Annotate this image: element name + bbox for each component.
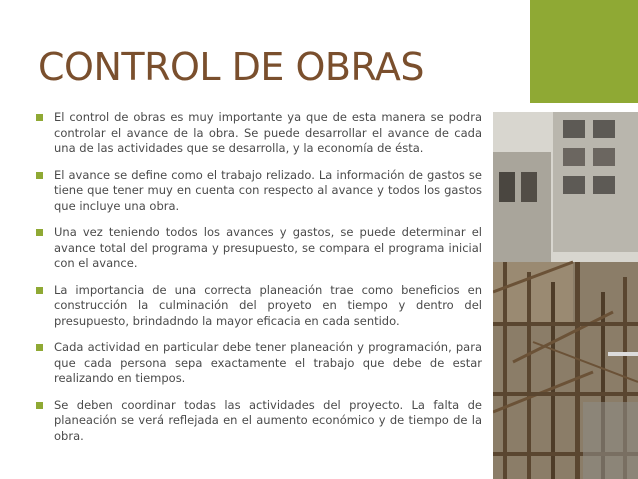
construction-site-photo xyxy=(493,112,638,479)
square-bullet-icon xyxy=(36,229,43,236)
square-bullet-icon xyxy=(36,402,43,409)
slide-title: CONTROL DE OBRAS xyxy=(38,45,424,89)
square-bullet-icon xyxy=(36,344,43,351)
bullet-item xyxy=(36,110,482,157)
bullet-item xyxy=(36,398,482,445)
bullet-list xyxy=(36,110,482,455)
bullet-text: La importancia de una correcta planeación trae como beneficios en construcción la culminación del proyeto en tiempo y dentro del presupuesto, brindadndo la mayor eficacia en cada sentido. xyxy=(54,282,482,328)
bullet-text: El control de obras es muy importante ya que de esta manera se podra controlar el avance de la obra. Se puede desarrollar el avance de cada una de las actividades que se desarrolla, y la economía de ésta. xyxy=(54,110,482,155)
bullet-item xyxy=(36,225,482,272)
bullet-item xyxy=(36,340,482,387)
bullet-text: Se deben coordinar todas las actividades del proyecto. La falta de planeación se verá reflejada en el aumento económico y de tiempo de la obra. xyxy=(54,397,482,443)
bullet-item xyxy=(36,168,482,215)
bullet-text: Una vez teniendo todos los avances y gastos, se puede determinar el avance total del programa y presupuesto, se compara el programa inicial con el avance. xyxy=(54,225,482,270)
square-bullet-icon xyxy=(36,114,43,121)
bullet-text: Cada actividad en particular debe tener planeación y programación, para que cada persona sepa exactamente el trabajo que debe de estar realizando en tiempos. xyxy=(54,340,482,385)
bullet-item xyxy=(36,283,482,330)
square-bullet-icon xyxy=(36,287,43,294)
bullet-text: El avance se define como el trabajo relizado. La información de gastos se tiene que tener muy en cuenta con respecto al avance y todos los gastos que incluye una obra. xyxy=(54,167,482,213)
accent-square xyxy=(530,0,638,103)
square-bullet-icon xyxy=(36,172,43,179)
